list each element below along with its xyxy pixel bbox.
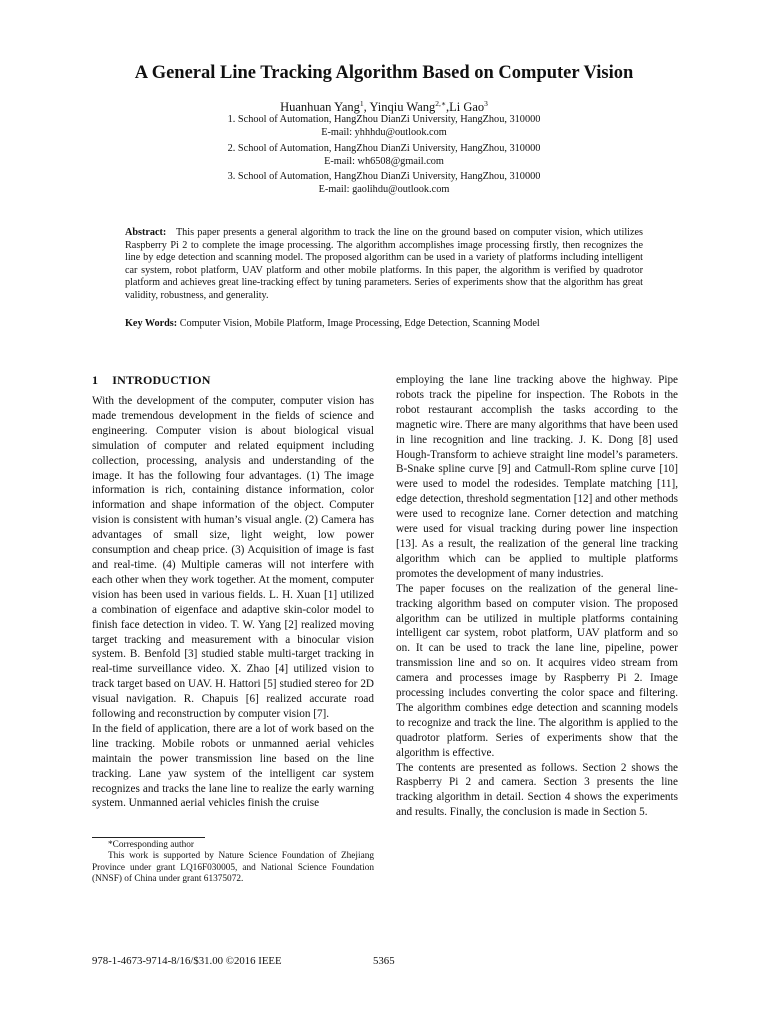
paragraph: The paper focuses on the realization of the general line-tracking algorithm based on computer vision. The proposed algorithm can be utilized in multiple platforms containing intelligent car system, robot platform, UAV platform and so on. It can be used to track the lane line, pipeline, power transmission line and so on. It acquires video stream from camera and processes image by Raspberry Pi 2. Image processing includes converting the color space and filtering. The algorithm combines edge detection and scanning models to recognize and track the line. The algorithm is applied to the quadrotor platform. Series of experiments show that the algorithm is effective.: [396, 582, 678, 759]
author-name: Huanhuan Yang: [280, 100, 360, 115]
affiliation-line: 3. School of Automation, HangZhou DianZi University, HangZhou, 310000: [227, 171, 541, 182]
affiliation-line: 1. School of Automation, HangZhou DianZi University, HangZhou, 310000: [227, 114, 541, 125]
section-number: 1: [92, 373, 99, 387]
author-line: Huanhuan Yang$^1$, Yinqiu Wang$^{2,∗}$,Li Gao$^3$: [280, 99, 488, 115]
author-superscript: 2,∗: [435, 99, 446, 108]
affiliation-2: [40, 143, 728, 168]
left-column: [92, 394, 374, 811]
section-title: INTRODUCTION: [112, 373, 211, 387]
abstract: [125, 227, 643, 303]
author-name: Li Gao: [449, 100, 485, 115]
affiliation-email: E-mail: yhhhdu@outlook.com: [321, 126, 447, 138]
author-superscript: 1: [359, 99, 364, 108]
keywords: [125, 318, 643, 331]
author-name: Yinqiu Wang: [369, 100, 436, 115]
paragraph: In the field of application, there are a lot of work based on the line tracking. Mobile robots or unmanned aerial vehicles maintain the power transmission line based on the line tracking. Lane yaw system of the intelligent car system recognizes and tracks the lane line to realize the early warning system. Unmanned aerial vehicles finish the cruise: [92, 722, 374, 810]
section-heading: [92, 373, 211, 388]
abstract-text: This paper presents a general algorithm to track the line on the ground based on computer vision, which utilizes Raspberry Pi 2 to complete the image processing. The algorithm accomplishes image processing firstly, then recognizes the line by edge detection and scanning model. The proposed algorithm can be used in a variety of platforms including intelligent car system, robot platform, UAV platform and other mobile platforms. In this paper, the algorithm is verified by quadrotor platform and achieves great line-tracking effect by tuning parameters. Series of experiments show that the algorithm has great validity, robustness, and generality.: [125, 227, 644, 301]
right-column: [396, 373, 678, 820]
affiliation-1: [40, 114, 728, 139]
affiliation-email: E-mail: gaolihdu@outlook.com: [318, 183, 450, 195]
footer-isbn: 978-1-4673-9714-8/16/$31.00 ©2016 IEEE: [92, 955, 282, 967]
footnote-corresponding: *Corresponding author: [108, 840, 194, 850]
abstract-label: Abstract:: [125, 227, 167, 238]
footnotes: [92, 840, 374, 886]
paragraph: With the development of the computer, computer vision has made tremendous development in the fields of science and engineering. Computer vision is about biological visual simulation of computer and related equipment including collection, processing, analysis and understanding of the image. It has the following four advantages. (1) The image information is rich, containing distance information, color information and shape information of the object. Computer vision is consistent with human’s visual angle. (2) Camera has advantages of small size, light weight, low power consumption and cheap price. (3) Acquisition of image is fast and real-time. (4) Multiple cameras will not interfere with each other when they work together. At the moment, computer vision has been used in various fields. L. H. Xuan [1] utilized a combination of eigenface and adaptive skin-color model to finish face detection in video. T. W. Yang [2] realized moving target tracking and measurement with a binocular vision system. B. Benfold [3] studied stable multi-target tracking in real-time surveillance video. X. Zhao [4] utilized vision to track target based on UAV. H. Hattori [5] studied stereo for 2D visual navigation. R. Chapuis [6] realized accurate road following and reconstruction by computer vision [7].: [92, 395, 374, 721]
paragraph: The contents are presented as follows. Section 2 shows the Raspberry Pi 2 and camera. Section 3 presents the line tracking algorithm in detail. Section 4 shows the experiments and results. Finally, the conclusion is made in Section 5.: [396, 761, 678, 819]
footnote-funding: This work is supported by Nature Science Foundation of Zhejiang Province under grant LQ16F030005, and National Science Foundation (NNSF) of China under grant 61375072.: [92, 851, 374, 885]
page-number: 5365: [373, 955, 395, 967]
affiliation-line: 2. School of Automation, HangZhou DianZi University, HangZhou, 310000: [227, 143, 541, 154]
keywords-label: Key Words:: [125, 318, 178, 329]
author-superscript: 3: [484, 99, 488, 108]
paper-title: A General Line Tracking Algorithm Based on Computer Vision: [134, 63, 634, 83]
keywords-text: Computer Vision, Mobile Platform, Image Processing, Edge Detection, Scanning Model: [179, 318, 540, 329]
footnote-rule: [92, 837, 205, 838]
affiliation-email: E-mail: wh6508@gmail.com: [324, 155, 444, 167]
affiliation-3: [40, 171, 728, 196]
paragraph: employing the lane line tracking above the highway. Pipe robots track the pipeline for inspection. The Robots in the robot restaurant accomplish the tasks according to the magnetic wire. There are many algorithms that have been used in line recognition and line tracking. J. K. Dong [8] used Hough-Transform to achieve straight line model’s parameters. B-Snake spline curve [9] and Catmull-Rom spline curve [10] were used to model the rodesides. Template matching [11], edge detection, threshold segmentation [12] and other methods were used to recognize lane. Corner detection and matching were used for visual tracking during power line inspection [13]. As a result, the realization of the general line tracking algorithm which can be applied to multiple platforms promotes the development of many industries.: [396, 374, 678, 580]
